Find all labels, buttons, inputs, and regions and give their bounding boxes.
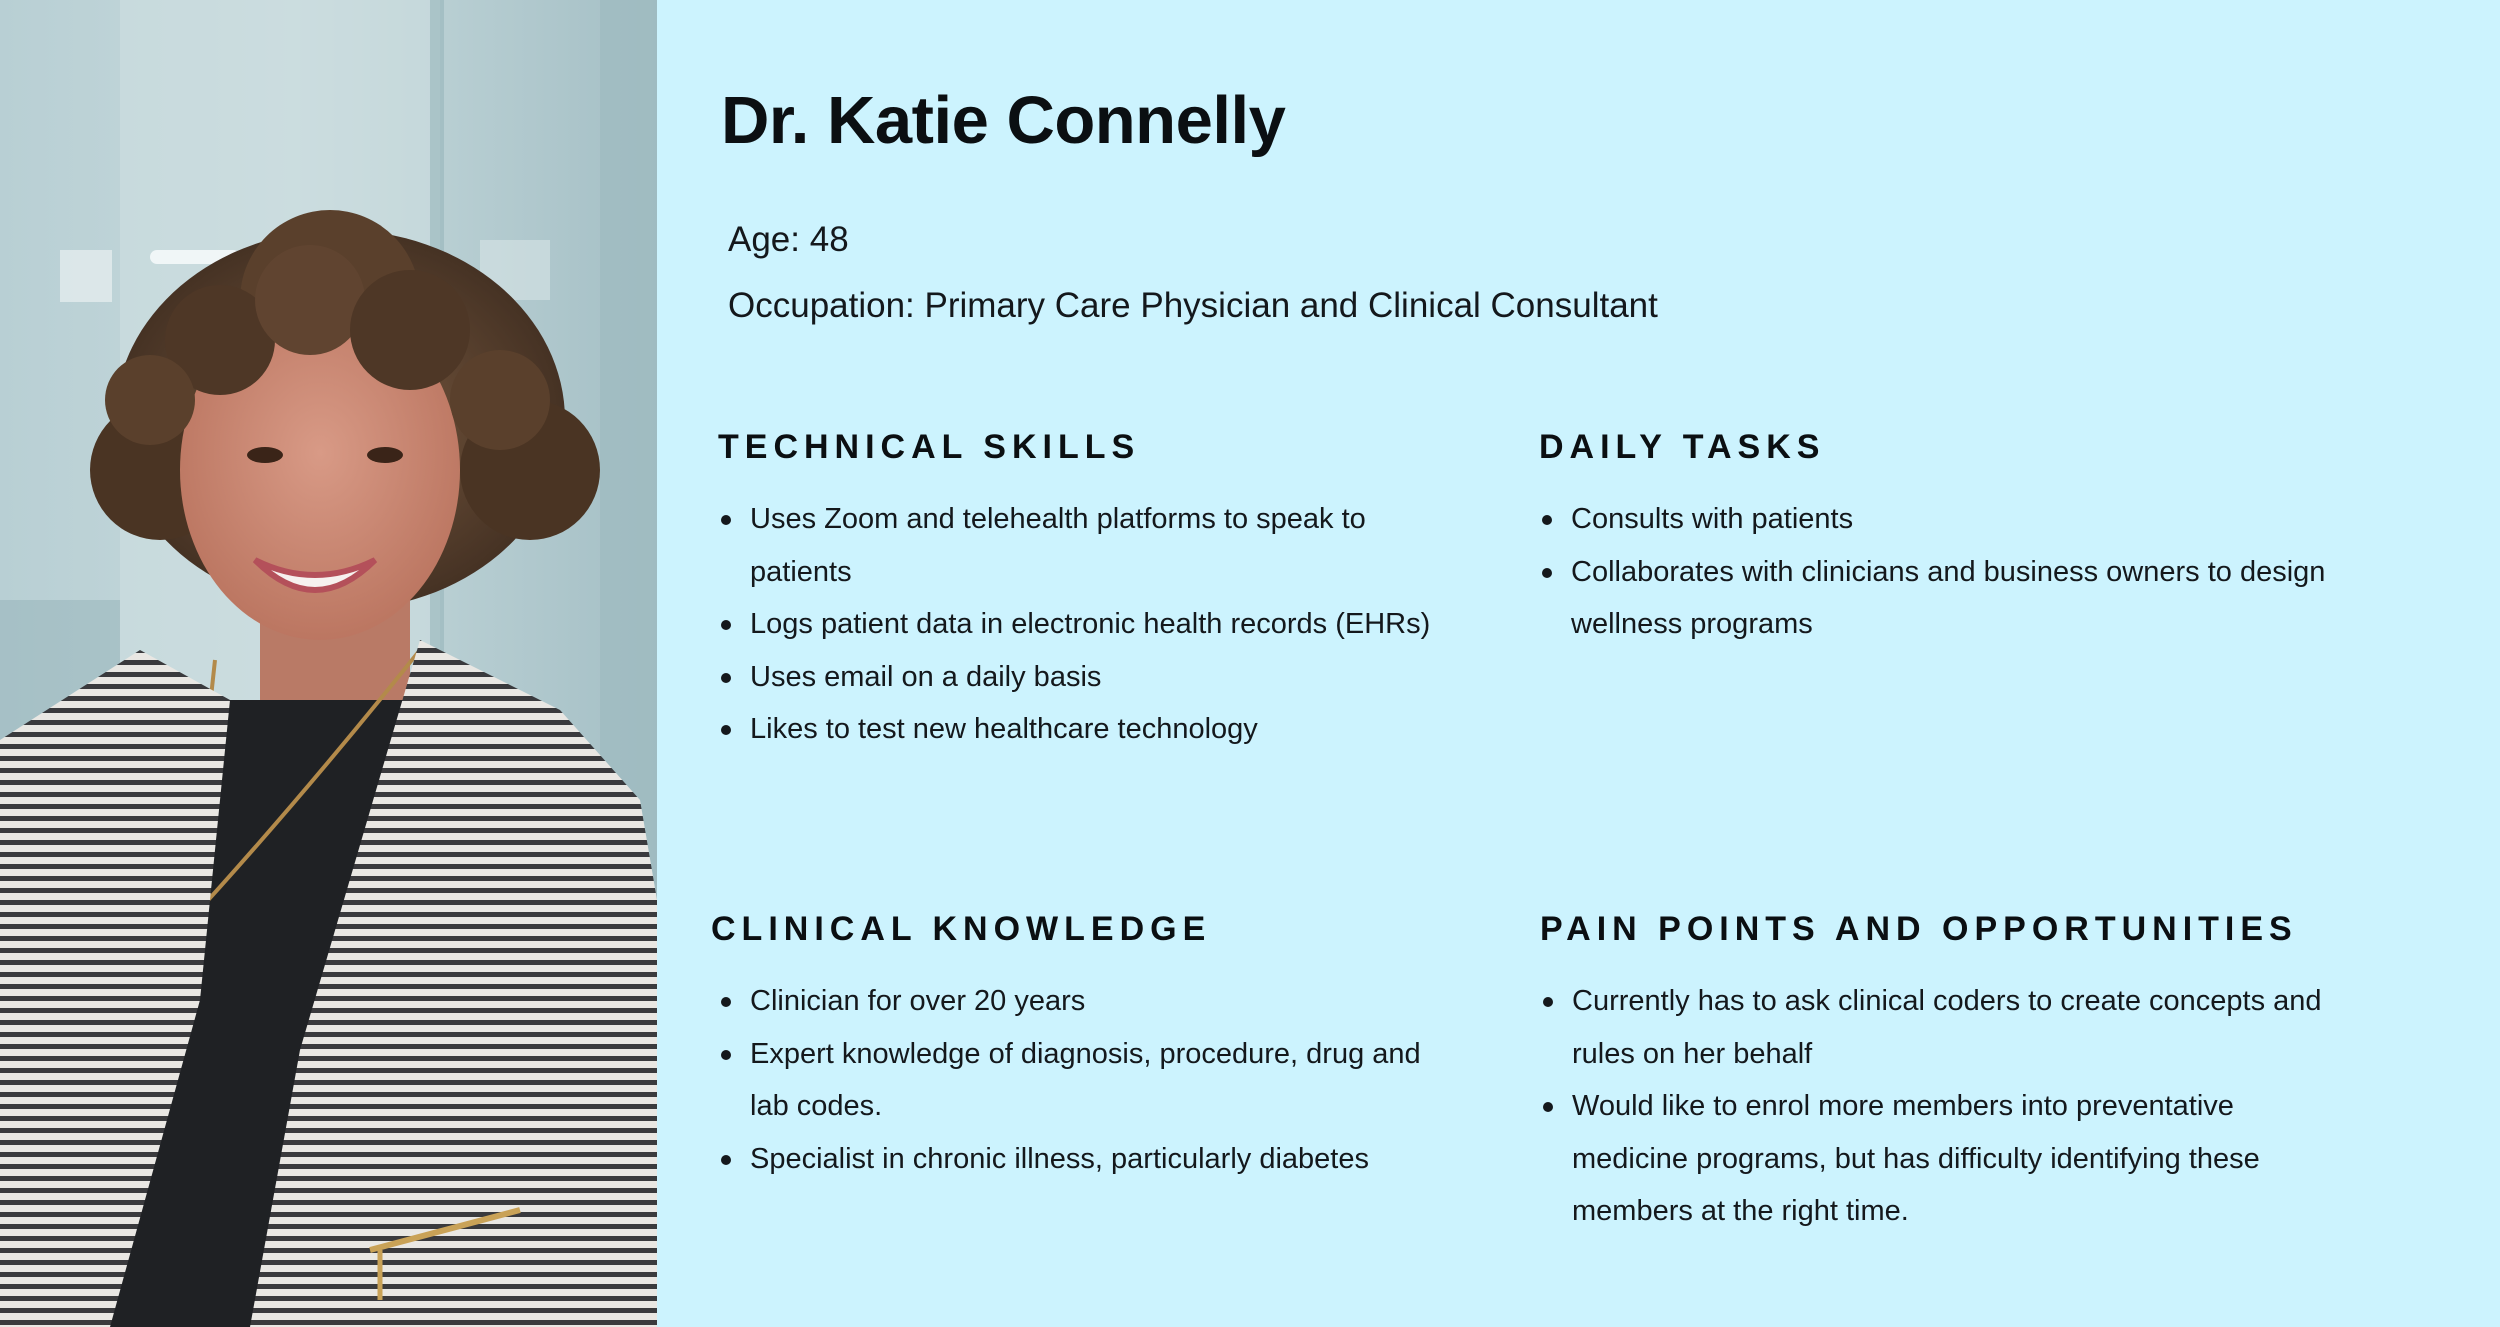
persona-age: Age: 48: [728, 220, 849, 259]
technical-skills-section: [718, 428, 1448, 756]
list-item: Collaborates with clinicians and business owners to design wellness programs: [1539, 546, 2419, 651]
persona-occupation: Occupation: Primary Care Physician and Clinical Consultant: [728, 286, 1658, 325]
persona-name: Dr. Katie Connelly: [721, 83, 1286, 158]
list-item: Clinician for over 20 years: [718, 975, 1451, 1028]
section-title: DAILY TASKS: [1539, 428, 1826, 466]
list-item: Uses Zoom and telehealth platforms to speak to patients: [718, 493, 1448, 598]
section-title: PAIN POINTS AND OPPORTUNITIES: [1540, 910, 2298, 948]
pain-points-section: [1540, 910, 2340, 1238]
list-item: Logs patient data in electronic health records (EHRs): [718, 598, 1448, 651]
persona-content: [657, 0, 2500, 1327]
list-item: Expert knowledge of diagnosis, procedure, drug and lab codes.: [718, 1028, 1451, 1133]
list-item: Consults with patients: [1539, 493, 2419, 546]
section-title: CLINICAL KNOWLEDGE: [711, 910, 1212, 948]
daily-tasks-list: [1539, 493, 2419, 651]
list-item: Uses email on a daily basis: [718, 651, 1448, 704]
portrait-photo-icon: [0, 0, 657, 1327]
section-title: TECHNICAL SKILLS: [718, 428, 1141, 466]
daily-tasks-section: [1539, 428, 2419, 651]
persona-photo: [0, 0, 657, 1327]
list-item: Currently has to ask clinical coders to create concepts and rules on her behalf: [1540, 975, 2340, 1080]
list-item: Would like to enrol more members into preventative medicine programs, but has difficulty identifying these members at the right time.: [1540, 1080, 2340, 1238]
clinical-knowledge-list: [711, 975, 1451, 1185]
list-item: Likes to test new healthcare technology: [718, 703, 1448, 756]
technical-skills-list: [718, 493, 1448, 756]
list-item: Specialist in chronic illness, particularly diabetes: [718, 1133, 1451, 1186]
clinical-knowledge-section: [711, 910, 1451, 1185]
pain-points-list: [1540, 975, 2340, 1238]
